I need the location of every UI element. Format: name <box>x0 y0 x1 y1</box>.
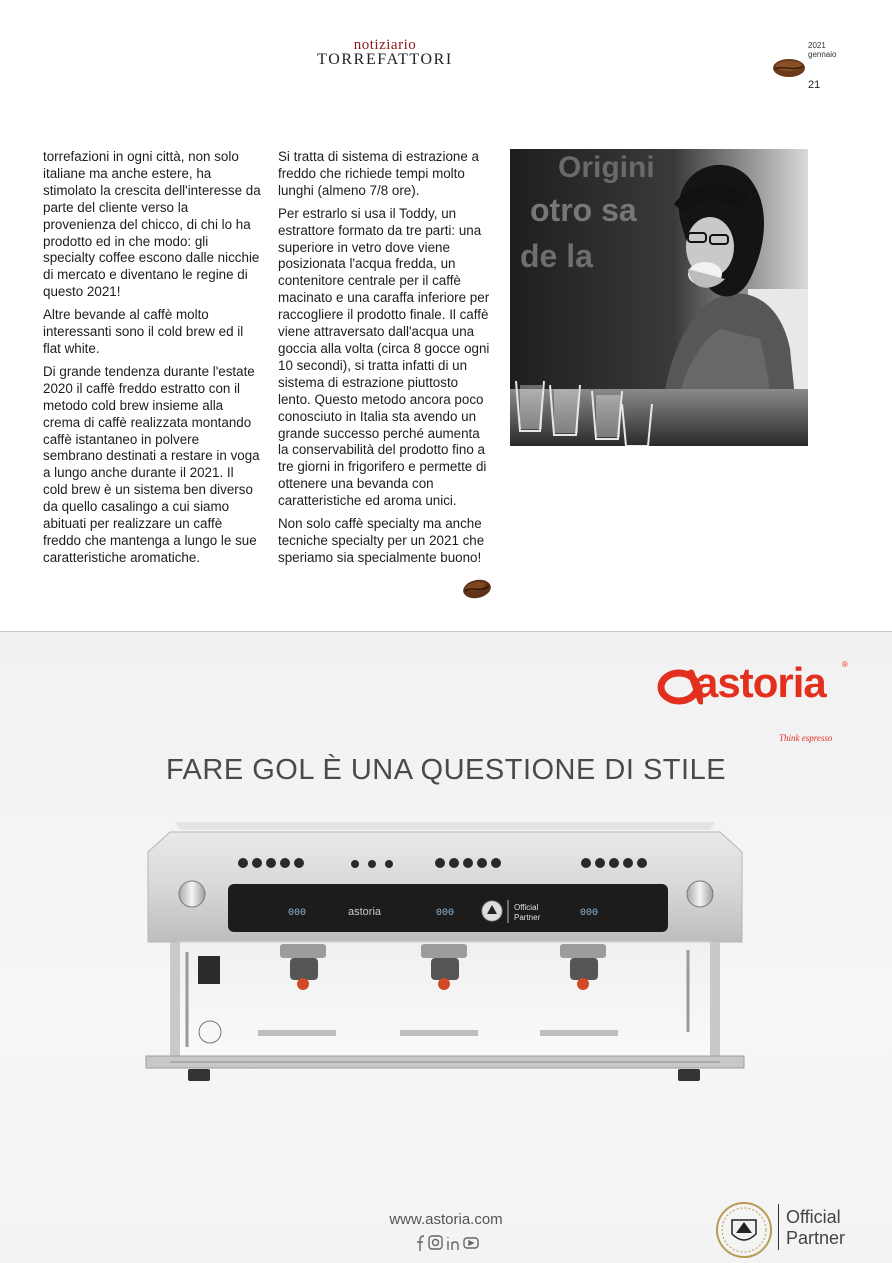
paragraph: Altre bevande al caffè molto interessanti sono il cold brew ed il flat white. <box>43 307 244 356</box>
paragraph: torrefazioni in ogni città, non solo italiane ma anche estere, ha stimolato la crescita dell'interesse da parte del cliente verso la provenienza del chicco, di chi lo ha prodotto ed in che modo: gli specialty coffee escono dalle nicchie di mercato e diventano le regine di questo 2021! <box>43 149 261 300</box>
article-column-1 <box>43 149 261 573</box>
official-partner-badge <box>714 1200 874 1260</box>
linkedin-icon <box>448 1237 458 1250</box>
registered-mark: ® <box>842 660 848 669</box>
photo-coffee-tasting <box>510 149 808 446</box>
issue-year: 2021 <box>808 41 826 50</box>
divider <box>778 1204 779 1250</box>
machine-foot <box>188 1069 210 1081</box>
panel-brand: astoria <box>348 906 382 918</box>
instagram-icon <box>429 1236 442 1249</box>
partner-partner: Partner <box>786 1228 846 1248</box>
panel-official: Official <box>514 903 539 912</box>
brand-name: astoria <box>695 659 826 706</box>
paragraph: Di grande tendenza durante l'estate 2020 il caffè freddo estratto con il metodo cold brew insieme alla crema di caffè realizzata montando caffè istantaneo in polvere sembrano destinati a restare in voga a lungo anche durante il 2021. Il cold brew è un sistema ben diverso da quello casalingo a cui siamo abituati per realizzare un caffè freddo che mantenga a lungo le sue caratteristiche aromatiche. <box>43 363 260 565</box>
panel-partner: Partner <box>514 913 541 922</box>
brand-logo <box>657 659 857 743</box>
social-icons <box>412 1233 482 1253</box>
wall-text: Origini <box>558 151 655 184</box>
facebook-icon <box>417 1236 424 1251</box>
page-number: 21 <box>808 79 821 91</box>
issue-month: gennaio <box>808 50 837 59</box>
masthead <box>300 38 470 68</box>
article-column-2 <box>278 149 493 573</box>
masthead-small: notiziario <box>353 37 417 53</box>
wall-text: de la <box>520 238 593 274</box>
ad-headline: FARE GOL È UNA QUESTIONE DI STILE <box>165 754 727 786</box>
display-readout: 000 <box>580 908 599 919</box>
brand-tagline: Think espresso <box>779 733 833 743</box>
club-crest-icon <box>714 1200 774 1260</box>
espresso-machine-image <box>140 822 750 1072</box>
advertisement <box>0 631 892 1263</box>
paragraph: Si tratta di sistema di estrazione a freddo che richiede tempi molto lunghi (almeno 7/8 ore). <box>278 149 479 198</box>
paragraph: Per estrarlo si usa il Toddy, un estrattore formato da tre parti: una superiore in vetro dove viene posizionata l'acqua fredda, un contenitore centrale per il caffè macinato e una caraffa inferiore per raccogliere il prodotto finale. Il caffè viene attraversato dall'acqua una goccia alla volta (circa 8 gocce ogni 10 secondi), si tratta infatti di un sistema di estrazione piuttosto lento. Questo metodo ancora poco conosciuto in Italia sta avendo un grande successo perché aumenta la conservabilità del prodotto fino a tre giorni in frigorifero e permette di ottenere una bevanda con caratteristiche ed aroma unici. <box>278 205 490 509</box>
display-readout: 000 <box>288 908 307 919</box>
masthead-title: TORREFATTORI <box>317 51 453 68</box>
issue-date <box>808 41 836 59</box>
partner-label <box>786 1207 845 1249</box>
wall-text: otro sa <box>530 192 637 228</box>
display-readout: 000 <box>436 908 455 919</box>
partner-official: Official <box>786 1207 841 1227</box>
coffee-bean-icon <box>772 57 806 79</box>
website-link[interactable]: www.astoria.com <box>389 1211 503 1228</box>
paragraph: Non solo caffè specialty ma anche tecniche specialty per un 2021 che speriamo sia specialmente buono! <box>278 516 485 565</box>
end-mark-bean-icon <box>462 578 492 600</box>
machine-foot <box>678 1069 700 1081</box>
